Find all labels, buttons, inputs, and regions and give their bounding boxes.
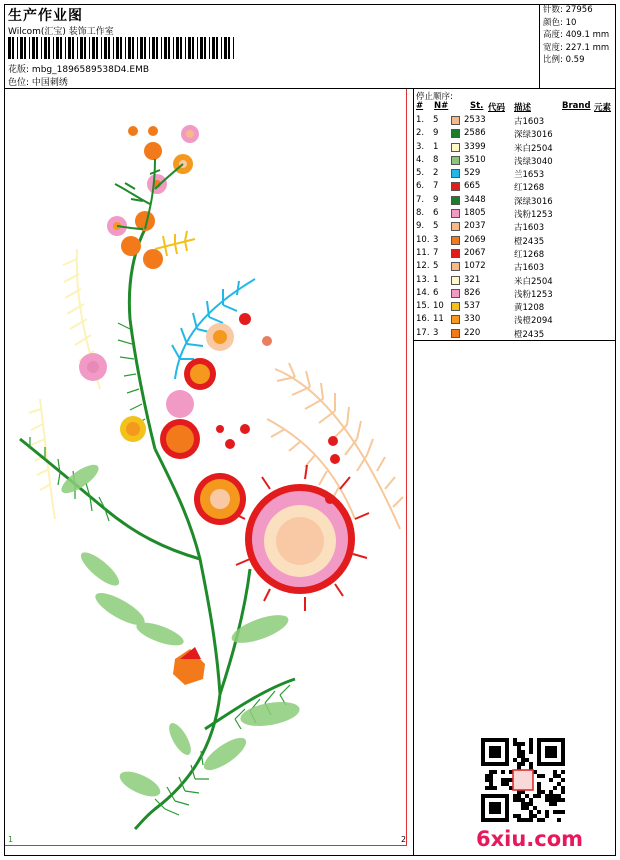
color-swatch <box>451 289 460 298</box>
column-divider <box>413 88 414 856</box>
legend-title: 停止顺序: <box>416 92 453 102</box>
row-index: 11. <box>416 247 430 258</box>
row-index: 9. <box>416 221 425 232</box>
color-swatch <box>451 169 460 178</box>
legend-row <box>416 127 616 140</box>
row-description: 浅橙2094 <box>514 316 553 327</box>
row-needle: 9 <box>433 128 439 139</box>
row-index: 7. <box>416 194 425 205</box>
row-needle: 1 <box>433 141 439 152</box>
legend-row <box>416 154 616 167</box>
legend-row <box>416 287 616 300</box>
barcode-image <box>8 37 236 59</box>
row-description: 浅绿3040 <box>514 156 553 167</box>
row-needle: 6 <box>433 287 439 298</box>
color-swatch <box>451 315 460 324</box>
legend-row <box>416 180 616 193</box>
row-needle: 10 <box>433 301 444 312</box>
row-description: 红1268 <box>514 183 545 194</box>
legend-row <box>416 327 616 340</box>
row-index: 17. <box>416 327 430 338</box>
color-swatch <box>451 222 460 231</box>
color-swatch <box>451 129 460 138</box>
row-stitches: 2037 <box>464 221 486 232</box>
row-description: 古1603 <box>514 223 545 234</box>
main-flower <box>233 465 369 611</box>
row-description: 古1603 <box>514 117 545 127</box>
legend-row <box>416 274 616 287</box>
design-scale: 比例: 0.59 <box>543 55 585 65</box>
row-needle: 2 <box>433 168 439 179</box>
row-description: 浅粉1253 <box>514 210 553 221</box>
legend-row <box>416 194 616 207</box>
row-index: 2. <box>416 128 425 139</box>
frame-mark-left: 1 <box>8 835 14 844</box>
row-needle: 6 <box>433 208 439 219</box>
company-name: Wilcom(汇宝) 装饰工作室 <box>8 27 114 37</box>
pattern-label: 花版: <box>8 65 30 75</box>
colorway-label: 色位: <box>8 78 30 88</box>
row-stitches: 2067 <box>464 247 486 258</box>
legend-row <box>416 114 616 127</box>
row-index: 5. <box>416 168 425 179</box>
site-watermark: 6xiu.com <box>476 827 584 851</box>
color-swatch <box>451 329 460 338</box>
row-description: 米白2504 <box>514 143 553 154</box>
row-index: 12. <box>416 261 430 272</box>
legend-row <box>416 247 616 260</box>
row-stitches: 2069 <box>464 234 486 245</box>
legend-row <box>416 234 616 247</box>
row-stitches: 3399 <box>464 141 486 152</box>
colorway-value: 中国刺绣 <box>31 78 68 88</box>
col-hash: # <box>416 101 424 111</box>
row-needle: 11 <box>433 314 444 325</box>
color-swatch <box>451 302 460 311</box>
row-stitches: 1805 <box>464 208 486 219</box>
col-st: St. <box>470 101 484 111</box>
row-description: 橙2435 <box>514 236 545 247</box>
color-swatch <box>451 236 460 245</box>
row-stitches: 3448 <box>464 194 486 205</box>
design-height: 高度: 409.1 mm <box>543 30 610 40</box>
stitch-count: 针数: 27956 <box>543 5 593 15</box>
colorway-line <box>8 75 68 88</box>
green-leaves <box>30 323 290 815</box>
row-stitches: 826 <box>464 287 481 298</box>
row-needle: 3 <box>433 234 439 245</box>
row-index: 10. <box>416 234 430 245</box>
legend-row <box>416 207 616 220</box>
row-stitches: 1072 <box>464 261 486 272</box>
color-swatch <box>451 276 460 285</box>
col-n: N# <box>434 101 449 111</box>
row-stitches: 529 <box>464 168 481 179</box>
color-swatch <box>451 249 460 258</box>
row-description: 米白2504 <box>514 276 553 287</box>
col-brand: Brand <box>562 101 591 111</box>
col-desc: 描述 <box>514 103 532 113</box>
row-index: 13. <box>416 274 430 285</box>
qr-code-image <box>481 738 565 822</box>
row-needle: 7 <box>433 181 439 192</box>
color-swatch <box>451 262 460 271</box>
row-description: 红1268 <box>514 249 545 260</box>
row-stitches: 3510 <box>464 154 486 165</box>
col-element: 元素 <box>594 103 612 113</box>
row-stitches: 321 <box>464 274 481 285</box>
legend-row <box>416 313 616 326</box>
row-index: 8. <box>416 208 425 219</box>
row-needle: 5 <box>433 261 439 272</box>
color-swatch <box>451 209 460 218</box>
legend-row <box>416 141 616 154</box>
row-needle: 3 <box>433 327 439 338</box>
legend-row <box>416 260 616 273</box>
row-index: 15. <box>416 301 430 312</box>
row-stitches: 2586 <box>464 128 486 139</box>
row-stitches: 537 <box>464 301 481 312</box>
pattern-value: mbg_18965895​38D4.EMB <box>31 65 150 75</box>
row-index: 4. <box>416 154 425 165</box>
legend-bottom-divider <box>414 340 616 341</box>
row-needle: 5 <box>433 115 439 125</box>
row-needle: 7 <box>433 247 439 258</box>
row-index: 6. <box>416 181 425 192</box>
legend-row <box>416 220 616 233</box>
row-needle: 8 <box>433 154 439 165</box>
row-description: 橙2435 <box>514 329 545 340</box>
color-swatch <box>451 143 460 152</box>
stats-box <box>539 4 616 89</box>
row-index: 1. <box>416 115 425 125</box>
hoop-right-edge <box>406 89 407 846</box>
row-needle: 5 <box>433 221 439 232</box>
color-swatch <box>451 196 460 205</box>
row-index: 16. <box>416 314 430 325</box>
legend-row <box>416 167 616 180</box>
row-description: 深绿3016 <box>514 196 553 207</box>
row-stitches: 330 <box>464 314 481 325</box>
color-swatch <box>451 182 460 191</box>
row-description: 黄1208 <box>514 303 545 314</box>
row-needle: 9 <box>433 194 439 205</box>
row-description: 浅粉1253 <box>514 289 553 300</box>
legend-rows <box>416 114 616 340</box>
embroidery-design-image <box>5 89 413 855</box>
row-description: 兰1653 <box>514 170 545 181</box>
row-needle: 1 <box>433 274 439 285</box>
hoop-bottom-edge <box>5 845 407 846</box>
col-code: 代码 <box>488 103 506 113</box>
row-description: 深绿3016 <box>514 130 553 141</box>
color-count: 颜色: 10 <box>543 17 577 28</box>
row-description: 古1603 <box>514 263 545 274</box>
yellow-sprig <box>155 231 195 256</box>
row-index: 14. <box>416 287 430 298</box>
page-title: 生产作业图 <box>8 8 83 24</box>
design-width: 宽度: 227.1 mm <box>543 42 610 53</box>
row-stitches: 220 <box>464 327 481 338</box>
color-swatch <box>451 116 460 125</box>
frame-mark-right: 2 <box>401 835 407 844</box>
row-stitches: 2533 <box>464 115 486 125</box>
row-stitches: 665 <box>464 181 481 192</box>
legend-row <box>416 300 616 313</box>
row-index: 3. <box>416 141 425 152</box>
color-swatch <box>451 156 460 165</box>
pattern-file-line <box>8 62 149 75</box>
